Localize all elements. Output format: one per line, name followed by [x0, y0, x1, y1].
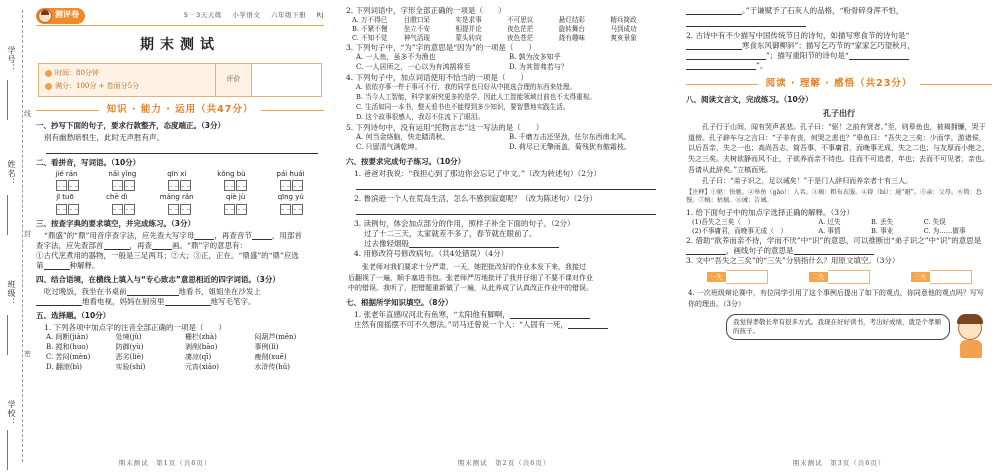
blank[interactable]	[152, 242, 172, 250]
page-footer: 期末测试 第2页（共6页）	[457, 459, 551, 468]
poem-fill-3: 寒食东风御柳斜”；描写乞巧节的“家家乞巧望秋月，	[686, 41, 992, 51]
answer-box[interactable]	[168, 204, 192, 215]
series-info	[176, 11, 324, 20]
school-label: 学校：	[7, 400, 16, 427]
reading-question-2b: ，画线句子的意思是	[686, 246, 992, 256]
mc-question-5: 5. 下列诗句中，没有运用“托物言志”这一写法的是（ ）	[346, 122, 544, 132]
blank[interactable]	[36, 298, 82, 306]
article-title: 孔子出行	[823, 107, 855, 118]
exam-info-box	[38, 63, 322, 97]
page-header	[36, 6, 324, 26]
option-c[interactable]: C. 失误	[923, 218, 946, 227]
option-c[interactable]: C. 一人居所之，一心以为有鸿鹄将至	[356, 62, 471, 71]
answer-box[interactable]	[168, 180, 192, 191]
option-a[interactable]: A. 过失	[818, 218, 841, 227]
poem-fill-4: ”；描写重阳节的诗句是“	[686, 51, 992, 61]
clock-icon	[45, 70, 52, 77]
answer-box[interactable]	[280, 204, 304, 215]
blank[interactable]	[794, 247, 874, 255]
band-title: 知识 · 能力 · 运用（共47分）	[106, 103, 254, 115]
mc-options-1: A. 间断(jiàn) 处境(jǔ) 栅栏(zhà) 闷葫芦(mēn) B. 搅和(huo) 防御(yù) 剥削(bāo) 事例(lì) C. 苦闷(mèn) 恶劣(liè) 凄凉(qī) 瘦削(xuē) D. 翻滚(bì) 实验(shí) 元宵(xiāo) 水浒传(hǔ)	[46, 333, 297, 372]
pinyin-item: qīn xí	[167, 169, 187, 178]
option-b[interactable]: B. 搅和(huo)	[46, 343, 89, 352]
poem-fill-2: 2. 古诗中有不少描写中国传统节日的诗句，如描写寒食节的诗句是“	[686, 30, 910, 40]
answer-box[interactable]	[56, 180, 80, 191]
loss-tag: 一失	[707, 272, 726, 283]
option-d[interactable]: D. 为其智弗若与？	[509, 62, 568, 71]
poem-fill-5: ”。	[686, 61, 992, 71]
loss-answer-box[interactable]	[930, 270, 972, 284]
option-a[interactable]: A. 事情	[818, 227, 841, 236]
option-a[interactable]: A. 间断(jiàn)	[46, 333, 89, 342]
option-d[interactable]: D. 这个故事很感人，我忍不住流下了眼泪。	[356, 113, 484, 122]
blank[interactable]	[686, 52, 766, 60]
answer-line[interactable]	[686, 18, 806, 27]
class-line[interactable]	[7, 315, 8, 355]
option-d[interactable]: D. 翻滚(bì)	[46, 363, 82, 372]
option-c[interactable]: C. 只留清气满乾坤。	[356, 142, 422, 151]
question-2-heading: 二、看拼音，写词语。（10分）	[36, 157, 141, 167]
section-band-knowledge	[36, 104, 324, 117]
question-7-heading: 七、根据所学知识填空。（8分）	[346, 298, 453, 308]
pinyin-row-2	[36, 193, 324, 202]
fill-task-1: 1. 张老年直感叹河北有鱼寒，“太阳他有脚啊，	[346, 310, 662, 320]
answer-boxes-row-2	[36, 204, 324, 215]
question-5-heading: 五、选择题。（10分）	[36, 311, 111, 321]
sentence-task-3b: 过去像轻烟般	[346, 239, 662, 249]
badge-label: 测评卷	[55, 10, 79, 20]
answer-box[interactable]	[112, 180, 136, 191]
mc-question-4: 4. 下列句子中，加点词语使用不恰当的一项是（ ）	[346, 72, 529, 82]
page-3-content	[686, 6, 992, 452]
time-limit: 时间：80分钟	[45, 67, 209, 80]
pinyin-item: jī tuō	[56, 193, 74, 202]
pinyin-item: nǎi yǐng	[108, 169, 137, 178]
blank[interactable]	[686, 62, 756, 70]
correction-paragraph[interactable]: 张老师对我们要求十分严肃，一天，她把批改好的作业本发下来，我接过 后翻视了一遍，顺手塞进书包。张老师严厉地批评了我并仔细了不要不课对作业 中的错误。我听了，把错题重新做了一遍，从此养成了认真改正作业中的错误。	[348, 262, 593, 293]
section-band-reading	[686, 78, 992, 91]
option-a[interactable]: A. 依依亦事一件于事可不行，我的同学也只好从中挑选合理的东西来处理。	[356, 83, 576, 92]
reading-question-2: 2. 借助“欲养而亲不待，学而不厌”中“识”的意思，可以推断出“弟子识之”中“识”的意思是	[686, 235, 982, 245]
option-d[interactable]: D. 荷尽已无擎雨盖，菊残犹有傲霜枝。	[509, 142, 631, 151]
poem-fill-1: 。”于谦赋予了石灰人的品格，“粉骨碎身浑不怕，	[686, 6, 992, 16]
answer-box[interactable]	[224, 204, 248, 215]
pinyin-item: pái huái	[276, 169, 305, 178]
mc-options-4	[346, 83, 662, 123]
three-losses-boxes	[686, 270, 992, 284]
article-ending: 孔子曰：“弟子识之，足以诫矣！”于是门人辞归而养亲者十有三人。	[702, 176, 913, 185]
binding-margin	[0, 0, 30, 472]
pinyin-item: chē dì	[106, 193, 128, 202]
page-footer: 期末测试 第1页（共6页）	[118, 459, 212, 468]
copy-answer-line[interactable]	[46, 145, 318, 154]
fill-task-2: 庄然有面摇摆不可不久想法。”司马迁曾说一个人：“人固有一死，	[346, 320, 662, 330]
pinyin-row-1	[36, 170, 324, 179]
option-c[interactable]: C. 苦闷(mèn)	[46, 353, 91, 362]
test-badge	[36, 8, 85, 24]
option-b[interactable]: B. 不紧不慢	[352, 24, 388, 33]
blank[interactable]	[849, 52, 909, 60]
sentence-task-3: 3. 读例句，体会加点部分的作用，照样子补全下面的句子。（2分）	[354, 218, 575, 228]
debate-illustration	[686, 314, 992, 360]
loss-answer-box[interactable]	[828, 270, 870, 284]
blank[interactable]	[409, 240, 559, 248]
pinyin-item: kǒng bù	[217, 169, 246, 178]
mc-options-2: A. 万不得已 目瞪口呆 实是求事 不可思议 悬灯结彩 精兵简政 B. 不紧不慢 坐立不安 相提并论 夜色茫茫 旋转舞台 马到成功 C. 不知不觉 神气活现 蒙头转向 夜色苍茫 烧有趣味 爽亥景象	[352, 16, 637, 42]
blank[interactable]	[510, 311, 590, 319]
question-8-heading: 八、阅读文言文，完成练习。（10分）	[686, 94, 813, 104]
mc-question-2: 2. 下列词语中，字形全部正确的一项是（ ）	[346, 5, 506, 15]
pinyin-item: máng rán	[159, 193, 194, 202]
question-1-heading: 一、抄写下面的句子，要求行款整齐，态度端正。（3分）	[36, 120, 225, 130]
blank[interactable]	[686, 247, 726, 255]
mc-options-3	[346, 53, 662, 73]
blank[interactable]	[194, 232, 214, 240]
article-body: 孔子行于山间，闻有哭声甚悲。孔子曰：“驱！之前有贤者。”至，则皋鱼也，被褐拥镰，哭于道傍。孔子辟车与之言曰：“子非有丧，何哭之悲也？”皋鱼曰：“吾失之三矣：少而学，游诸侯，以后吾亲，失之一也；高尚吾志，简吾事，不事庸君，而晚事无成，失之二也；与友厚而小绝之，失之三矣。夫树欲静而风不止，子欲养而亲不待也。往而不可追者，年也；去而不可见者，亲也。吾请从此辞矣。”立槁而死。	[688, 122, 989, 175]
grade-level: 六年级下册	[270, 11, 306, 20]
series-name: 5 · 3天天练	[183, 11, 222, 20]
blank[interactable]	[44, 262, 70, 270]
dictionary-line-4: 第 种解释。	[36, 260, 100, 270]
reading-question-1: 1. 给下面句子中的加点字选择正确的解释。（3分）	[686, 208, 855, 218]
binding-mark: 封	[24, 230, 31, 238]
mc-question-1: 1. 下列各项中加点字的注音全部正确的一项是（ ）	[44, 323, 227, 333]
example-sentence: 过了十二三天，太家就差不多了，春节就在眼前了。	[364, 228, 537, 238]
sentence-task-4: 4. 用修改符号修改病句。（共4处错误）（4分）	[354, 248, 509, 258]
student-name-line[interactable]	[7, 195, 8, 235]
blank[interactable]	[568, 321, 608, 329]
full-score: 满分：100分 + 卷面分5分	[45, 80, 209, 93]
exam-page-1	[0, 0, 330, 472]
subject: 小学语文	[232, 11, 261, 20]
answer-box[interactable]	[224, 180, 248, 191]
sentence-task-1: 1. 爸爸对我说：“我担心到了那边你会忘记了中文。”（改为转述句）（2分）	[354, 168, 601, 178]
option-b[interactable]: B. 丢失	[870, 218, 894, 227]
dictionary-line-2: 查字法，应先查部首 ，再查 画。“鼎”字的意思有：	[36, 240, 248, 250]
question-4-heading: 四、结合语境，在横线上填入与“专心致志”意思相近的四字词语。（3分）	[36, 274, 280, 284]
binding-mark: 线	[24, 110, 31, 118]
idiom-line-2: 地看电视，妈妈在厨房里 地写毛笔字。	[36, 297, 324, 307]
option-b[interactable]: B. 当今人工智能，科学家研究更多的是学，因此人工智能领域目前也不太得重视。	[356, 93, 596, 102]
answer-box[interactable]	[280, 180, 304, 191]
class-label: 班级：	[7, 280, 16, 307]
exam-page-2	[338, 0, 670, 472]
binding-dashed-line	[22, 10, 23, 462]
copy-sentence: 别有幽愁暗恨生，此时无声胜有声。	[44, 132, 164, 142]
blank[interactable]	[686, 7, 742, 15]
pinyin-item: qiè jù	[226, 193, 246, 202]
pinyin-item: qīng yú	[277, 193, 304, 202]
idiom-line-1: 吃过晚饭，我坐在书桌前 地看书，姐姐坐在沙发上	[44, 287, 261, 297]
reading-options-1: (1)吾失之三矣（ ） A. 过失 B. 丢失 C. 失误 (2)不事庸君，而晚事无成（ ） A. 事情 B. 事业 C. 为……做事	[686, 218, 992, 236]
mc-question-3: 3. 下列句子中，“为”字的意思是“因为”的一项是（ ）	[346, 42, 536, 52]
edition: RJ	[316, 11, 324, 20]
page-1-content	[36, 6, 324, 452]
option-b[interactable]: B. 千磨万击还坚劲，任尔东西南北风。	[509, 132, 631, 141]
reading-question-4: 4. 一次班级辩论赛中，有位同学引用了这个事例后提出了如下的观点，你同意他的观点吗？写写你的理由。（3分）	[688, 288, 984, 308]
band-title: 阅读 · 理解 · 感悟（共23分）	[765, 78, 913, 89]
sentence-task-2: 2. 鲁滨逊一个人在荒岛生活，怎么不感到寂寞呢？（改为陈述句）（2分）	[354, 193, 598, 203]
reading-question-3: 3. 文中“吾失之三矣”的“三失”分别指什么？用原文填空。（3分）	[686, 255, 900, 265]
loss-tag: 二失	[809, 272, 828, 283]
question-6-heading: 六、按要求完成句子练习。（10分）	[346, 156, 466, 166]
option-a[interactable]: A. 万不得已	[352, 16, 388, 24]
article-notes: 【注释】①驱：快驰。②皋鱼（gāo）：人名。③褐：粗布衣服。④辟（bì）：通“避”。⑤亲：父母。⑥简：怠慢。⑦槁：枯槁。⑧诫：告诫。	[686, 188, 982, 205]
blank[interactable]	[104, 242, 130, 250]
option-c[interactable]: C. 为……做事	[923, 227, 966, 236]
blank[interactable]	[165, 298, 211, 306]
loss-tag: 三失	[911, 272, 930, 283]
dictionary-line-1: “鼎盛”的“鼎”用音序查字法，应先查大写字母 ，再查音节 ，用部首	[44, 230, 302, 240]
binding-mark: 密	[24, 350, 31, 358]
loss-answer-box[interactable]	[726, 270, 768, 284]
grade-label: 评价	[215, 64, 251, 96]
answer-line[interactable]	[356, 181, 656, 190]
blank[interactable]	[252, 232, 272, 240]
speech-bubble: 我觉得孝敬长辈有很多方式。我现在好好读书，考出好成绩，就是个孝顺的孩子。	[726, 314, 950, 341]
student-name-label: 姓名：	[7, 160, 16, 187]
page-footer: 期末测试 第3页（共6页）	[792, 459, 886, 468]
student-number-line[interactable]	[7, 80, 8, 120]
exam-page-3	[678, 0, 1000, 472]
option-a[interactable]: A. 一人鱼，虽多不为渔也	[356, 52, 436, 61]
pinyin-item: jié rán	[55, 169, 78, 178]
mascot-face-icon	[38, 9, 52, 23]
answer-boxes-row-1	[36, 180, 324, 191]
page-2-content	[346, 6, 662, 452]
option-c[interactable]: C. 生活如同一本书，整天看书也不能得到多少知识，要智慧地实践生活。	[356, 103, 570, 112]
option-a[interactable]: A. 何当金络脑，快走踏清秋。	[356, 132, 450, 141]
dictionary-line-3: ①古代烹煮用的器物，一般是三足两耳；②大；③正，正在。“鼎盛”的“鼎”应选	[36, 250, 299, 260]
option-c[interactable]: C. 不知不觉	[352, 33, 388, 42]
option-b[interactable]: B. 事业	[870, 227, 894, 236]
score-icon	[45, 83, 52, 90]
option-b[interactable]: B. 孰为汝多知乎	[509, 52, 561, 61]
student-number-label: 学号：	[7, 46, 16, 73]
mc-options-5	[346, 133, 662, 153]
answer-box[interactable]	[112, 204, 136, 215]
blank[interactable]	[127, 288, 179, 296]
question-3-heading: 三、按查字典的要求填空，并完成练习。（3分）	[36, 218, 195, 228]
answer-line[interactable]	[356, 206, 656, 215]
blank[interactable]	[686, 42, 742, 50]
answer-box[interactable]	[56, 204, 80, 215]
exam-title: 期末测试	[140, 37, 220, 53]
student-boy-icon	[950, 314, 992, 360]
grade-input-cell[interactable]	[251, 64, 321, 96]
